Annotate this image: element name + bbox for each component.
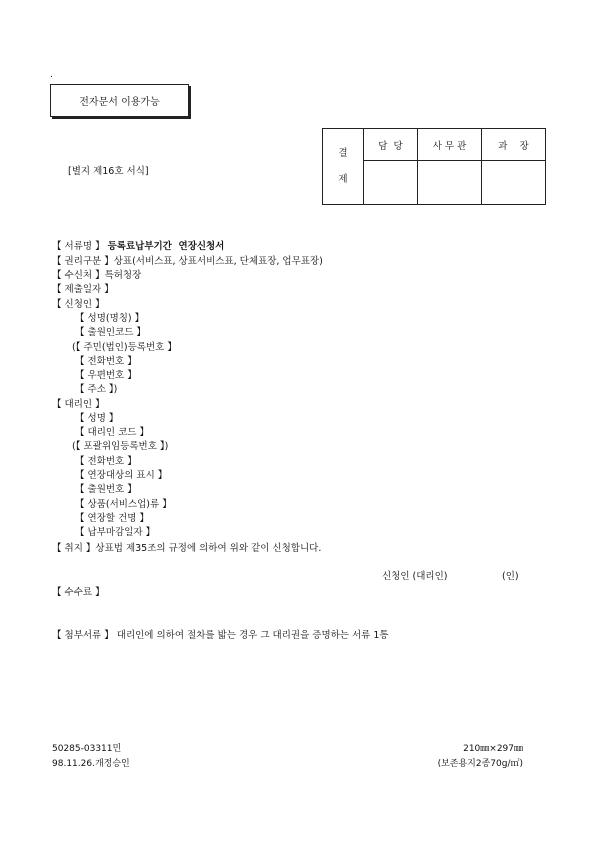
applicant-postal-code-field: 【 우편번호 】	[75, 370, 137, 381]
fee-line: 【 수수료 】	[52, 587, 105, 598]
purpose-line: 【 취지 】상표법 제35조의 규정에 의하여 위와 같이 신청합니다.	[52, 543, 322, 554]
applicant-registration-number-field: (【 주민(법인)등록번호 】	[72, 342, 177, 353]
recipient-line: 【 수신처 】특허청장	[52, 270, 142, 281]
document-title: 등록료납부기간 연장신청서	[107, 241, 225, 252]
form-code: 50285-03311민	[52, 744, 122, 754]
document-title-line	[52, 238, 224, 252]
dot-mark: .	[50, 70, 53, 80]
approval-table	[322, 128, 546, 205]
agent-phone-field: 【 전화번호 】	[75, 456, 137, 467]
approval-side-label-top: 결	[338, 147, 348, 159]
approval-header-officer: 사 무 관	[418, 129, 482, 161]
document-title-label: 【 서류명 】	[52, 241, 105, 252]
applicant-code-field: 【 출원인코드 】	[75, 327, 146, 338]
electronic-document-label: 전자문서 이용가능	[79, 97, 160, 108]
approval-sign-chief[interactable]	[482, 161, 546, 205]
applicant-name-field: 【 성명(명칭) 】	[75, 313, 145, 324]
applicant-header: 【 신청인 】	[52, 299, 105, 310]
paper-type: (보존용지2종70g/㎡)	[437, 759, 523, 769]
agent-name-field: 【 성명 】	[75, 413, 119, 424]
signature-label: 신청인 (대리인)	[382, 571, 448, 582]
agent-code-field: 【 대리인 코드 】	[75, 427, 149, 438]
approval-sign-staff[interactable]	[364, 161, 418, 205]
revision-approval: 98.11.26.개정승인	[52, 759, 130, 769]
rights-type-line: 【 권리구분 】상표(서비스표, 상표서비스표, 단체표장, 업무표장)	[52, 256, 323, 267]
extension-target-field: 【 연장대상의 표시 】	[75, 470, 168, 481]
submission-date-line: 【 제출일자 】	[52, 284, 114, 295]
approval-header-chief: 과 장	[482, 129, 546, 161]
approval-sign-officer[interactable]	[418, 161, 482, 205]
approval-header-staff: 담 당	[364, 129, 418, 161]
electronic-document-box	[50, 84, 189, 117]
form-number: [별지 제16호 서식]	[68, 166, 149, 177]
approval-side-cell	[323, 129, 364, 205]
paper-size: 210㎜×297㎜	[463, 744, 523, 754]
approval-side-label-bottom: 제	[338, 173, 348, 185]
attachments-line: 【 첨부서류 】 대리인에 의하여 절차를 밟는 경우 그 대리권을 증명하는 서류 1통	[52, 630, 389, 641]
agent-header: 【 대리인 】	[52, 399, 105, 410]
agent-power-of-attorney-field: (【 포괄위임등록번호 】)	[72, 441, 169, 452]
seal-label: (인)	[502, 571, 519, 582]
payment-deadline-field: 【 납부마감일자 】	[75, 527, 156, 538]
extension-case-name-field: 【 연장할 건명 】	[75, 513, 149, 524]
application-number-field: 【 출원번호 】	[75, 484, 137, 495]
applicant-address-field: 【 주소 】)	[75, 384, 118, 395]
goods-class-field: 【 상품(서비스업)류 】	[75, 499, 172, 510]
applicant-phone-field: 【 전화번호 】	[75, 356, 137, 367]
